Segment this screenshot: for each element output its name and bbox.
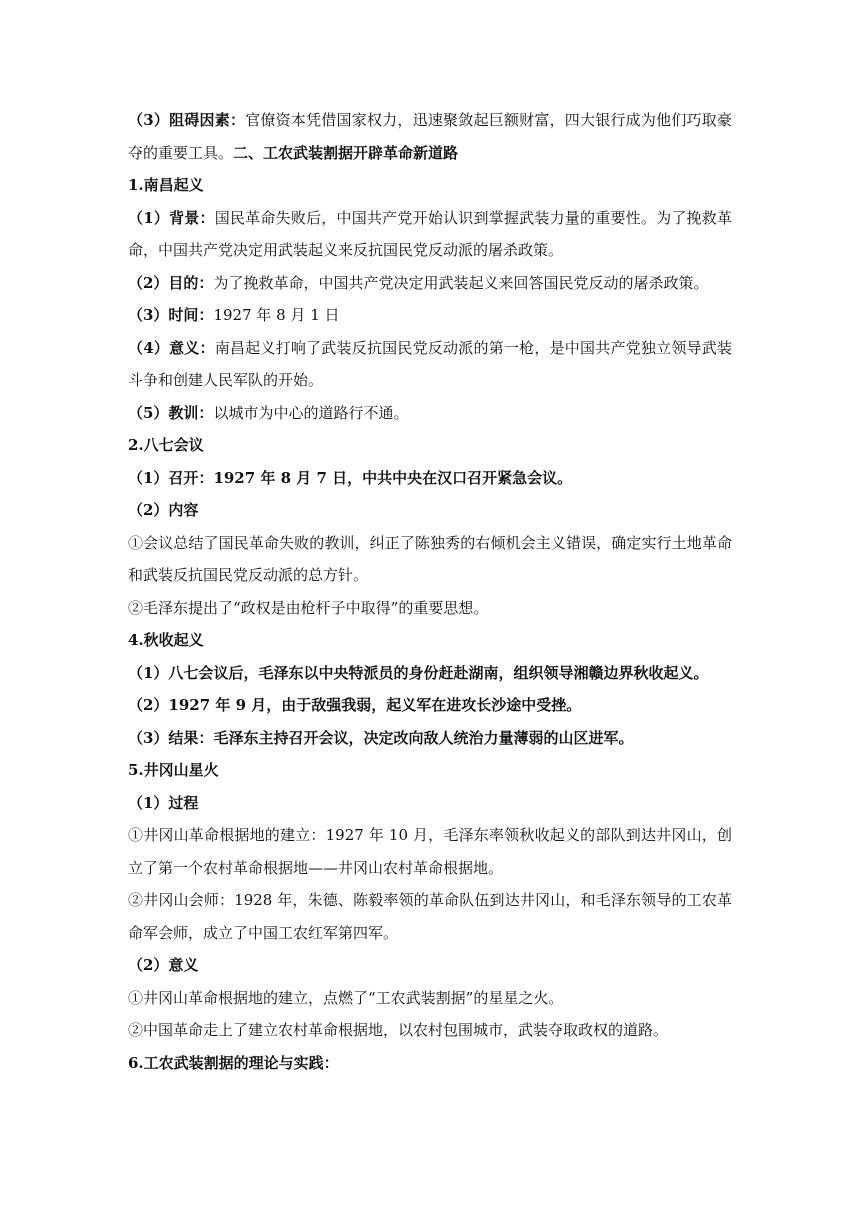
nanchang-background (128, 202, 732, 267)
item-label: （5）教训： (128, 403, 214, 422)
heading-qiushou: 4.秋收起义 (128, 631, 204, 649)
item-label: （4）意义： (128, 338, 215, 357)
item-text: 1927 年 8 月 1 日 (213, 306, 340, 324)
jinggang-process-1: ①井冈山革命根据地的建立：1927 年 10 月，毛泽东率领秋收起义的部队到达井冈山，创立了第一个农村革命根据地——井冈山农村革命根据地。 (128, 826, 732, 877)
text-obstacles: 官僚资本凭借国家权力，迅速聚敛起巨额财富，四大银行成为他们巧取豪夺的重要工具。 (128, 111, 732, 162)
section-heading-2: 二、工农武装割据开辟革命新道路 (233, 143, 459, 162)
jinggang-meaning-1: ①井冈山革命根据地的建立，点燃了“工农武装割据”的星星之火。 (128, 988, 564, 1007)
baqi-convened: （1）召开：1927 年 8 月 7 日，中共中央在汉口召开紧急会议。 (128, 468, 573, 487)
label-obstacles: （3）阻碍因素： (128, 111, 246, 129)
jinggang-process-heading: （1）过程 (128, 793, 199, 812)
paragraph-obstacles (128, 104, 732, 169)
nanchang-lesson (128, 397, 732, 430)
item-text: 为了挽救革命，中国共产党决定用武装起义来回答国民党反动的屠杀政策。 (213, 273, 709, 292)
item-label: （1）背景： (128, 208, 215, 227)
baqi-content-heading: （2）内容 (128, 501, 199, 519)
qiushou-item-1: （1）八七会议后，毛泽东以中央特派员的身份赶赴湖南，组织领导湘赣边界秋收起义。 (128, 663, 709, 682)
nanchang-significance (128, 332, 732, 397)
heading-nanchang: 1.南昌起义 (128, 176, 204, 194)
baqi-point-1: ①会议总结了国民革命失败的教训，纠正了陈独秀的右倾机会主义错误，确定实行土地革命和武装反抗国民党反动派的总方针。 (128, 533, 732, 584)
jinggang-meaning-2: ②中国革命走上了建立农村革命根据地，以农村包围城市，武装夺取政权的道路。 (128, 1021, 669, 1039)
jinggang-process-2: ②井冈山会师：1928 年，朱德、陈毅率领的革命队伍到达井冈山，和毛泽东领导的工农革命军会师，成立了中国工农红军第四军。 (128, 891, 732, 942)
item-label: （3）时间： (128, 306, 214, 324)
jinggang-meaning-heading: （2）意义 (128, 956, 199, 974)
heading-jinggang: 5.井冈山星火 (128, 761, 219, 779)
baqi-point-2: ②毛泽东提出了“政权是由枪杆子中取得”的重要思想。 (128, 598, 489, 617)
document-body (128, 104, 732, 1079)
heading-theory: 6.工农武装割据的理论与实践： (128, 1053, 339, 1072)
item-text: 国民革命失败后，中国共产党开始认识到掌握武装力量的重要性。为了挽救革命，中国共产党决定用武装起义来反抗国民党反动派的屠杀政策。 (128, 208, 732, 259)
qiushou-item-2: （2）1927 年 9 月，由于敌强我弱，起义军在进攻长沙途中受挫。 (128, 696, 582, 714)
heading-baqi: 2.八七会议 (128, 436, 204, 454)
item-label: （2）目的： (128, 273, 214, 292)
qiushou-item-3: （3）结果：毛泽东主持召开会议，决定改向敌人统治力量薄弱的山区进军。 (128, 728, 634, 747)
item-text: 南昌起义打响了武装反抗国民党反动派的第一枪，是中国共产党独立领导武装斗争和创建人民军队的开始。 (128, 338, 732, 389)
item-text: 以城市为中心的道路行不通。 (213, 403, 409, 422)
nanchang-time (128, 299, 732, 332)
nanchang-purpose (128, 267, 732, 300)
